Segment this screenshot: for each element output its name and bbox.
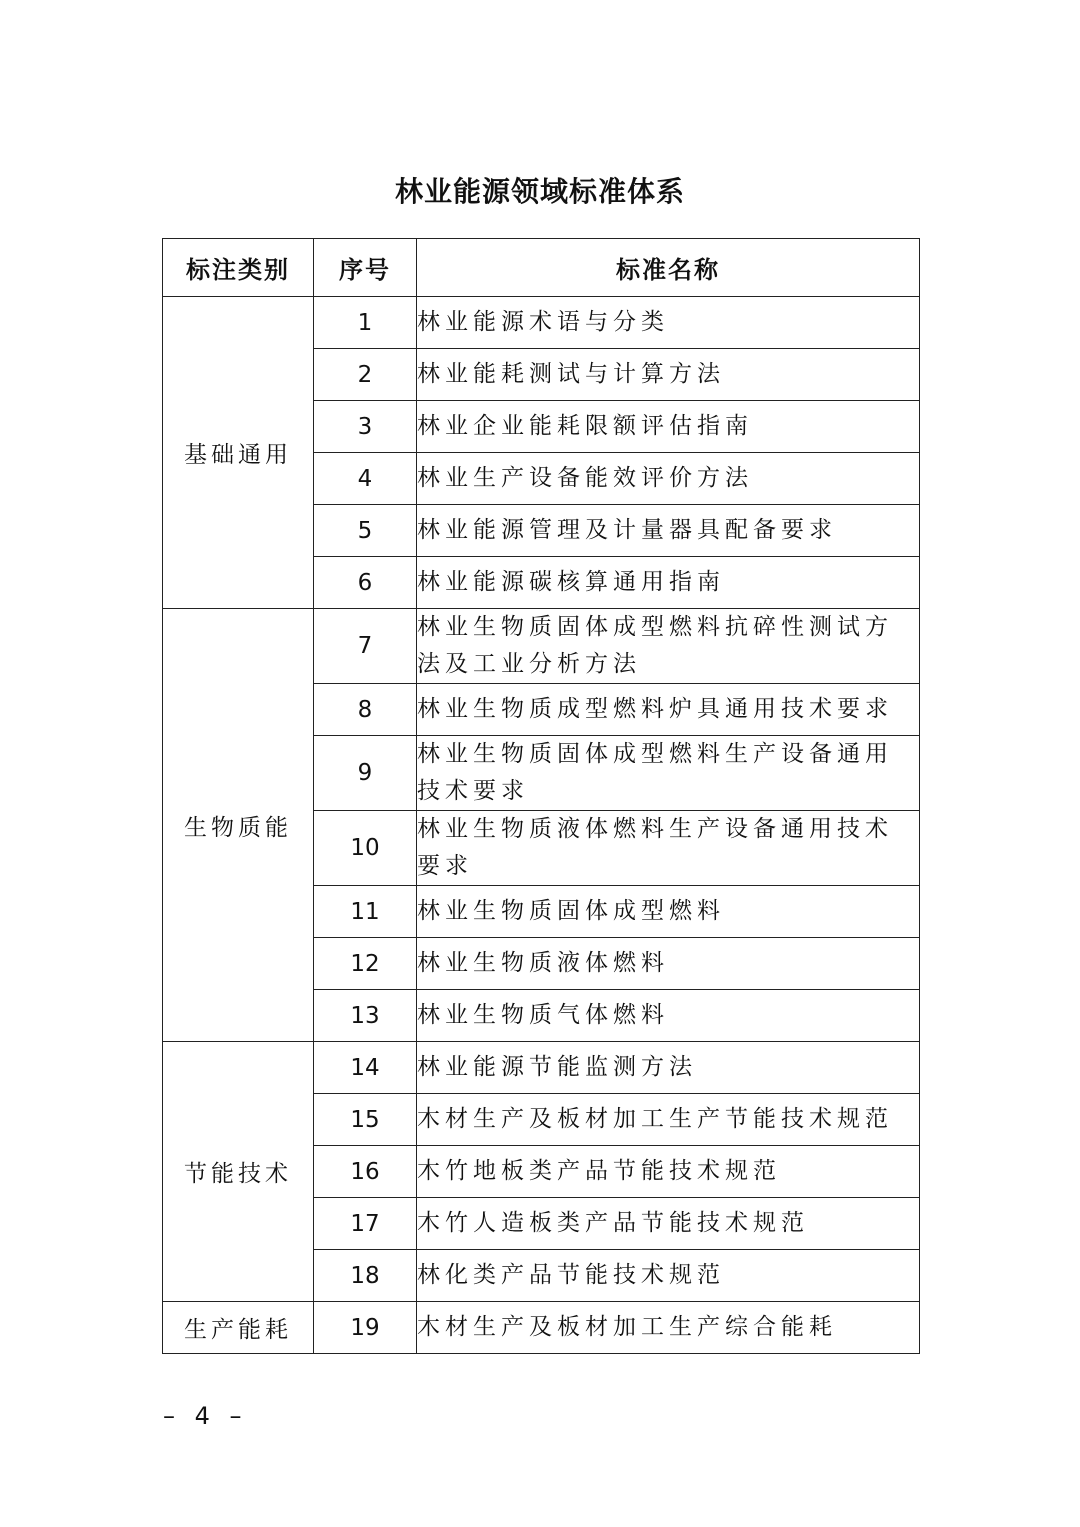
row-number: 6	[314, 557, 417, 609]
row-number: 15	[314, 1094, 417, 1146]
row-number: 10	[314, 811, 417, 886]
standard-name: 林业生物质固体成型燃料	[417, 886, 920, 938]
standard-name: 林业企业能耗限额评估指南	[417, 401, 920, 453]
standard-name: 林业能源碳核算通用指南	[417, 557, 920, 609]
header-number: 序号	[314, 239, 417, 297]
row-number: 11	[314, 886, 417, 938]
row-number: 8	[314, 684, 417, 736]
standard-name: 林业生物质液体燃料	[417, 938, 920, 990]
page-number: – 4 –	[163, 1402, 248, 1430]
category-cell: 基础通用	[163, 297, 314, 609]
row-number: 4	[314, 453, 417, 505]
row-number: 18	[314, 1250, 417, 1302]
standard-name: 林业生物质固体成型燃料抗碎性测试方法及工业分析方法	[417, 609, 920, 684]
row-number: 19	[314, 1302, 417, 1354]
standard-name: 林业生物质液体燃料生产设备通用技术要求	[417, 811, 920, 886]
category-cell: 生物质能	[163, 609, 314, 1042]
table-header-row	[163, 239, 920, 297]
standard-name: 林化类产品节能技术规范	[417, 1250, 920, 1302]
header-name: 标准名称	[417, 239, 920, 297]
row-number: 7	[314, 609, 417, 684]
row-number: 3	[314, 401, 417, 453]
category-cell: 节能技术	[163, 1042, 314, 1302]
standard-name: 林业能源管理及计量器具配备要求	[417, 505, 920, 557]
row-number: 9	[314, 736, 417, 811]
standard-name: 林业生物质成型燃料炉具通用技术要求	[417, 684, 920, 736]
page-title: 林业能源领域标准体系	[394, 175, 685, 208]
standard-name: 木竹人造板类产品节能技术规范	[417, 1198, 920, 1250]
category-cell: 生产能耗	[163, 1302, 314, 1354]
standard-name: 林业生物质气体燃料	[417, 990, 920, 1042]
standard-name: 木材生产及板材加工生产节能技术规范	[417, 1094, 920, 1146]
row-number: 5	[314, 505, 417, 557]
standards-table	[162, 238, 920, 1354]
table-row	[163, 609, 920, 684]
table-row	[163, 297, 920, 349]
row-number: 1	[314, 297, 417, 349]
row-number: 16	[314, 1146, 417, 1198]
row-number: 17	[314, 1198, 417, 1250]
standard-name: 林业能耗测试与计算方法	[417, 349, 920, 401]
row-number: 12	[314, 938, 417, 990]
standard-name: 林业生物质固体成型燃料生产设备通用技术要求	[417, 736, 920, 811]
table-row	[163, 1302, 920, 1354]
table-row	[163, 1042, 920, 1094]
standard-name: 林业生产设备能效评价方法	[417, 453, 920, 505]
row-number: 14	[314, 1042, 417, 1094]
standard-name: 林业能源节能监测方法	[417, 1042, 920, 1094]
standard-name: 木材生产及板材加工生产综合能耗	[417, 1302, 920, 1354]
row-number: 2	[314, 349, 417, 401]
header-category: 标注类别	[163, 239, 314, 297]
standard-name: 木竹地板类产品节能技术规范	[417, 1146, 920, 1198]
row-number: 13	[314, 990, 417, 1042]
standard-name: 林业能源术语与分类	[417, 297, 920, 349]
